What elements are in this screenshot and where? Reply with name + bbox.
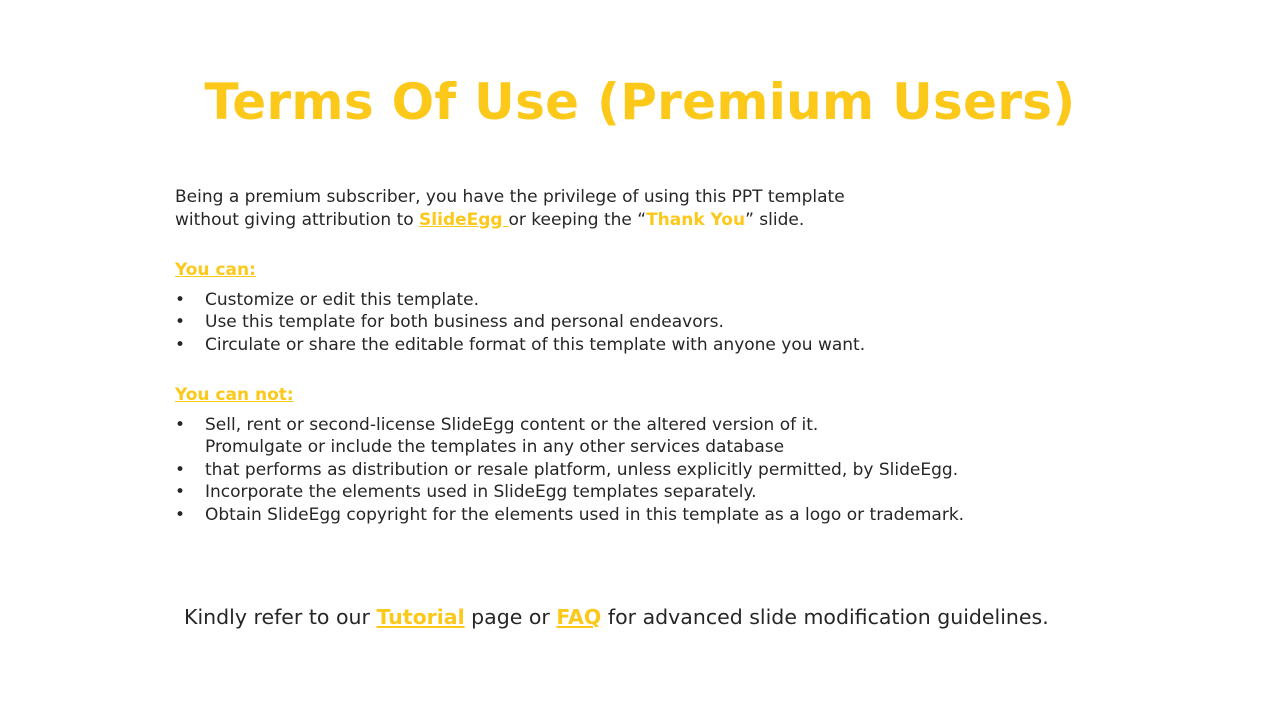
- intro-line-2-prefix: without giving attribution to: [175, 209, 420, 230]
- list-item: [175, 481, 1135, 504]
- list-item: [175, 289, 1135, 312]
- you-can-heading: You can:: [175, 260, 256, 280]
- list-item-text: Customize or edit this template.: [205, 289, 480, 310]
- bullet-icon: •: [175, 312, 186, 332]
- slide-title: Terms Of Use (Premium Users): [204, 73, 1076, 131]
- list-item-text: that performs as distribution or resale platform, unless explicitly permitted, by SlideEgg.: [205, 459, 959, 480]
- intro-line-2-middle: or keeping the “: [508, 209, 647, 230]
- list-item-text: Use this template for both business and personal endeavors.: [205, 312, 724, 332]
- terms-body: [175, 186, 1135, 526]
- list-item-text: Incorporate the elements used in SlideEgg templates separately.: [205, 482, 757, 502]
- list-item-text: Circulate or share the editable format of this template with anyone you want.: [205, 334, 866, 355]
- thank-you-text: Thank You: [646, 209, 746, 230]
- bullet-icon: •: [175, 504, 186, 525]
- footer-prefix: Kindly refer to our: [184, 605, 377, 629]
- bullet-icon: •: [175, 459, 186, 480]
- you-can-not-heading: You can not:: [175, 385, 294, 405]
- bullet-icon: •: [175, 414, 186, 435]
- you-can-not-list: [175, 414, 1135, 527]
- list-item: [175, 504, 1135, 527]
- intro-line-2-suffix: ” slide.: [745, 209, 805, 230]
- slideegg-link[interactable]: SlideEgg: [419, 209, 509, 230]
- list-item-text: Sell, rent or second-license SlideEgg content or the altered version of it.: [205, 414, 819, 435]
- list-item: [175, 311, 1135, 334]
- footer-note: [184, 603, 1049, 631]
- tutorial-link[interactable]: Tutorial: [376, 605, 465, 629]
- bullet-icon: •: [175, 482, 186, 502]
- list-item-text: Obtain SlideEgg copyright for the elements used in this template as a logo or trademark.: [205, 504, 965, 525]
- footer-middle: page or: [464, 605, 557, 629]
- list-item-continuation: Promulgate or include the templates in any other services database: [205, 437, 785, 457]
- intro-paragraph: [175, 186, 1135, 231]
- list-item: [175, 414, 1135, 459]
- bullet-icon: •: [175, 334, 186, 355]
- footer-suffix: for advanced slide modification guidelines.: [601, 605, 1049, 629]
- list-item: [175, 334, 1135, 357]
- bullet-icon: •: [175, 289, 186, 310]
- intro-line-1: Being a premium subscriber, you have the privilege of using this PPT template: [175, 187, 845, 207]
- list-item: [175, 459, 1135, 482]
- you-can-list: [175, 289, 1135, 357]
- faq-link[interactable]: FAQ: [556, 605, 602, 629]
